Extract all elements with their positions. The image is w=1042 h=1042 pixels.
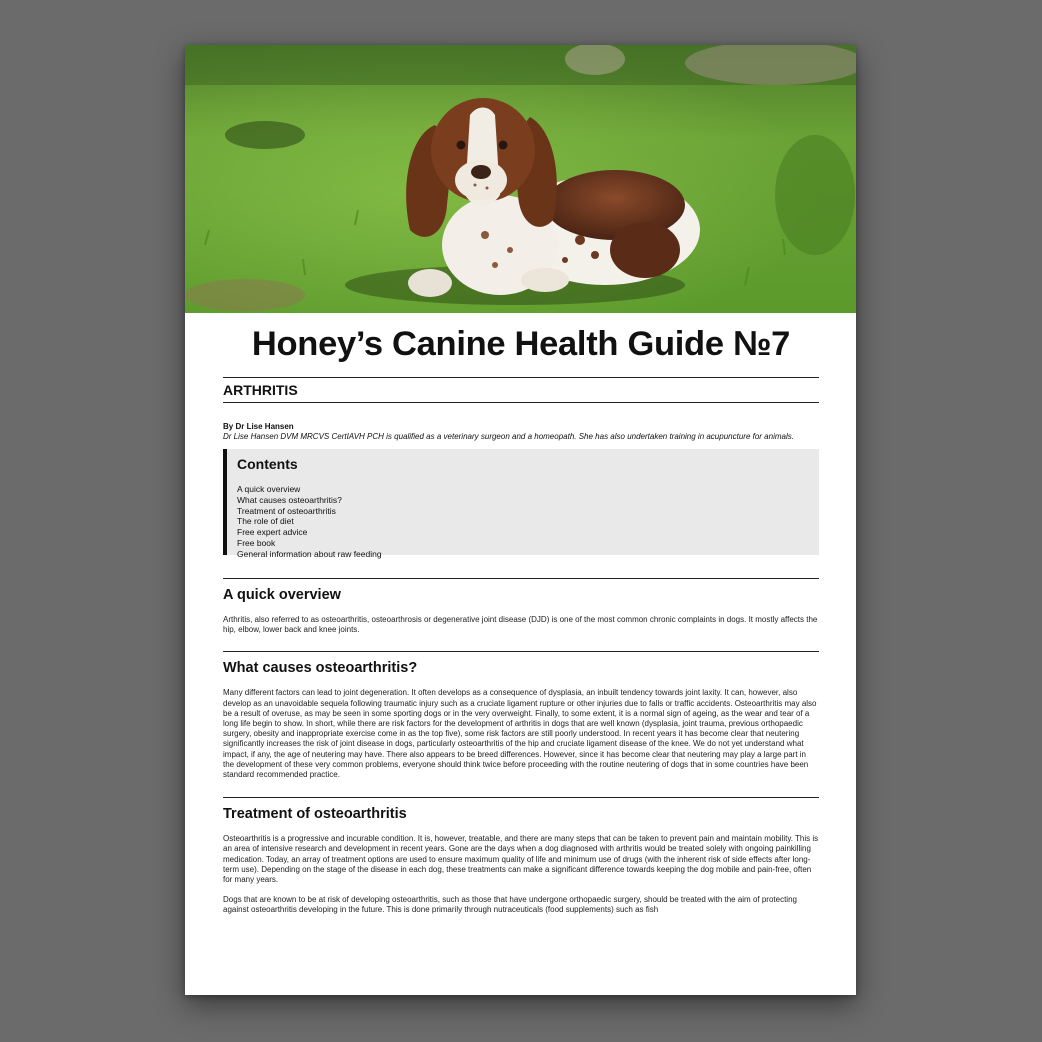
section-paragraph: Many different factors can lead to joint degeneration. It often develops as a consequence of dysplasia, an inbuilt tendency towards joint laxity. It can, however, also develop as an unavoidable sequela following traumatic injury such as a cruciate ligament rupture or other injuries due to falls or traffic accidents. Osteoarthritis may also be a result of overuse, as may be seen in some sporting dogs or in the very overweight. Finally, to some extent, it is a normal sign of ageing, as the wear and tear of a long life begin to show. In short, while there are risk factors for the development of arthritis in dogs that are well known (dysplasia, joint trauma, previous orthopaedic surgery, obesity and inappropriate exercise come in as the top five), some risk factors are still poorly understood. In recent years it has become clear that neutering significantly increases the risk of joint disease in dogs, particularly osteoarthritis of the hip and cruciate ligament disease of the knee. We do not yet understand what impact, if any, the age of neutering may have. There also appears to be breed differences. However, since it has become clear that neutering may play a large part in the development of these very common problems, everyone should think twice before proceeding with the routine neutering of dogs that in some countries have been standard recommended practice. bbox=[223, 688, 817, 780]
document-content bbox=[223, 313, 819, 916]
byline bbox=[223, 422, 819, 442]
document-page bbox=[185, 45, 856, 995]
contents-heading: Contents bbox=[237, 456, 298, 472]
section-what-causes bbox=[223, 651, 819, 780]
document-subject: ARTHRITIS bbox=[223, 377, 819, 403]
contents-item-what-causes[interactable]: What causes osteoarthritis? bbox=[237, 494, 342, 505]
contents-item-treatment[interactable]: Treatment of osteoarthritis bbox=[237, 505, 336, 516]
author-bio: Dr Lise Hansen DVM MRCVS CertIAVH PCH is qualified as a veterinary surgeon and a homeopath. She has also undertaken training in acupuncture for animals. bbox=[223, 432, 794, 441]
section-paragraph: Dogs that are known to be at risk of developing osteoarthritis, such as those that have undergone orthopaedic surgery, should be treated with the aim of protecting against osteoarthritis developing in the future. This is done primarily through nutraceuticals (food supplements) such as fish bbox=[223, 895, 797, 915]
section-heading: Treatment of osteoarthritis bbox=[223, 806, 407, 823]
section-heading: What causes osteoarthritis? bbox=[223, 660, 418, 677]
document-title: Honey’s Canine Health Guide №7 bbox=[251, 325, 791, 363]
contents-item-free-expert-advice[interactable]: Free expert advice bbox=[237, 527, 308, 538]
contents-item-quick-overview[interactable]: A quick overview bbox=[237, 484, 301, 494]
contents-item-free-book[interactable]: Free book bbox=[237, 537, 276, 548]
dog-photo-image bbox=[185, 45, 856, 313]
author-line: By Dr Lise Hansen bbox=[223, 422, 294, 431]
contents-item-role-of-diet[interactable]: The role of diet bbox=[237, 516, 294, 527]
section-treatment bbox=[223, 797, 819, 915]
section-quick-overview bbox=[223, 578, 819, 635]
section-paragraph: Arthritis, also referred to as osteoarthritis, osteoarthrosis or degenerative joint disease (DJD) is one of the most common chronic complaints in dogs. It mostly affects the hip, elbow, lower back and knee joints. bbox=[223, 615, 818, 635]
contents-item-raw-feeding[interactable]: General information about raw feeding bbox=[237, 548, 382, 559]
section-heading: A quick overview bbox=[223, 587, 341, 603]
contents-list bbox=[237, 484, 809, 560]
section-paragraph: Osteoarthritis is a progressive and incurable condition. It is, however, treatable, and there are many steps that can be taken to prevent pain and maintain mobility. This is an area of intensive research and development in recent years. Gone are the days when a dog diagnosed with arthritis would be treated solely with ongoing painkilling medication. Today, an array of treatment options are used to ensure maximum quality of life and minimum use of drugs (with the inherent risk of side effects after long-term use). Depending on the stage of the disease in each dog, these treatments can make a significant difference towards keeping the dog mobile and pain-free, often for many years. bbox=[223, 834, 819, 885]
hero-photo-dog-on-grass bbox=[185, 45, 856, 313]
contents-box bbox=[223, 449, 819, 559]
